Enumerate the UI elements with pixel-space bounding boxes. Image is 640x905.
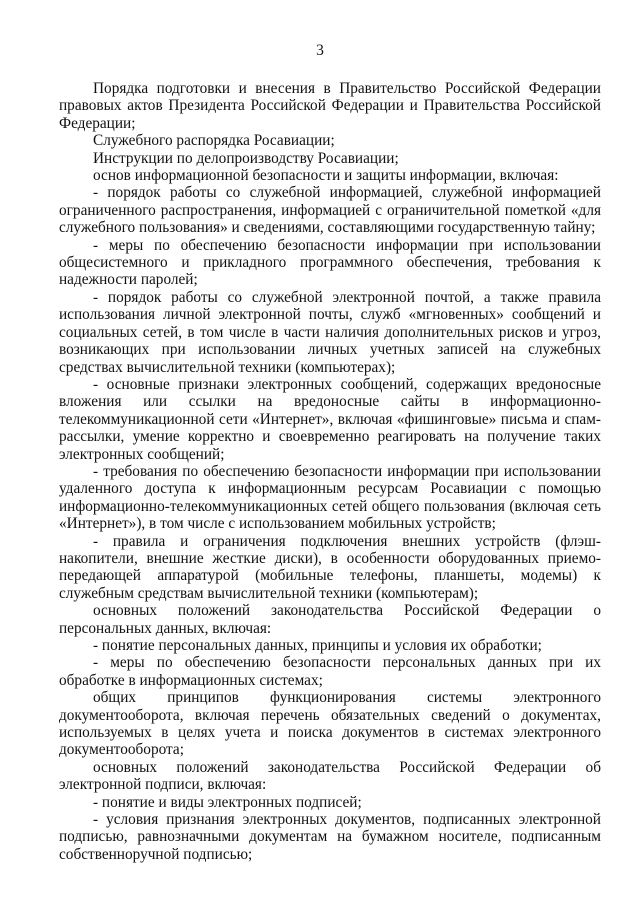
paragraph-personal-data-law: основных положений законодательства Российской Федерации о персональных данных, включая: [59, 602, 601, 637]
list-item-remote-access: - требования по обеспечению безопасности информации при использовании удаленного доступа к информационным ресурсам Росавиации с помощью информационно-телекоммуникационных сетей общего пользования (включая сеть «Интернет»), в том числе с использованием мобильных устройств; [59, 462, 601, 533]
paragraph-service-regulations: Служебного распорядка Росавиации; [93, 132, 335, 150]
list-item-email-rules: - порядок работы со служебной электронной почтой, а также правила использования личной электронной почты, служб «мгновенных» сообщений и социальных сетей, в том числе в части наличия дополнительных рисков и угроз, возникающих при использовании личных учетных записей на служебных средствах вычислительной техники (компьютерах); [59, 288, 601, 376]
list-item-malicious-messages: - основные признаки электронных сообщений, содержащих вредоносные вложения или ссылки на вредоносные сайты в информационно-телекоммуникационной сети «Интернет», включая «фишинговые» письма и спам-рассылки, умение корректно и своевременно реагировать на получение таких электронных сообщений; [59, 375, 601, 463]
paragraph-records-instruction: Инструкции по делопроизводству Росавиации; [93, 149, 399, 167]
list-item-personal-data-concept: - понятие персональных данных, принципы и условия их обработки; [93, 637, 542, 654]
list-item-external-devices: - правила и ограничения подключения внешних устройств (флэш-накопители, внешние жесткие диски), в особенности оборудованных приемо-передающей аппаратурой (мобильные телефоны, планшеты, модемы) к служебным средствам вычислительной техники (компьютерам); [59, 532, 601, 602]
list-item-service-information: - порядок работы со служебной информацией, служебной информацией ограниченного распространения, информацией с ограничительной пометкой «для служебного пользования» и сведениями, составляющими государственную тайну; [59, 184, 601, 237]
document-body [59, 80, 601, 863]
list-item-personal-data-security: - меры по обеспечению безопасности персональных данных при их обработке в информационных системах; [59, 654, 601, 689]
list-item-e-document-equivalence: - условия признания электронных документов, подписанных электронной подписью, равнозначными документам на бумажном носителе, подписанным собственноручной подписью; [59, 811, 601, 863]
paragraph-infosec-basics: основ информационной безопасности и защиты информации, включая: [93, 167, 559, 185]
paragraph-order-of-preparation: Порядка подготовки и внесения в Правительство Российской Федерации правовых актов Президента Российской Федерации и Правительства Российской Федерации; [59, 80, 601, 132]
paragraph-e-signature-law: основных положений законодательства Российской Федерации об электронной подписи, включая: [59, 758, 601, 794]
page-number: 3 [316, 42, 324, 59]
paragraph-edms-principles: общих принципов функционирования системы электронного документооборота, включая перечень обязательных сведений о документах, используемых в целях учета и поиска документов в системах электронного документооборота; [59, 689, 601, 759]
list-item-software-security: - меры по обеспечению безопасности информации при использовании общесистемного и прикладного программного обеспечения, требования к надежности паролей; [59, 236, 601, 289]
list-item-e-signature-types: - понятие и виды электронных подписей; [93, 793, 362, 811]
